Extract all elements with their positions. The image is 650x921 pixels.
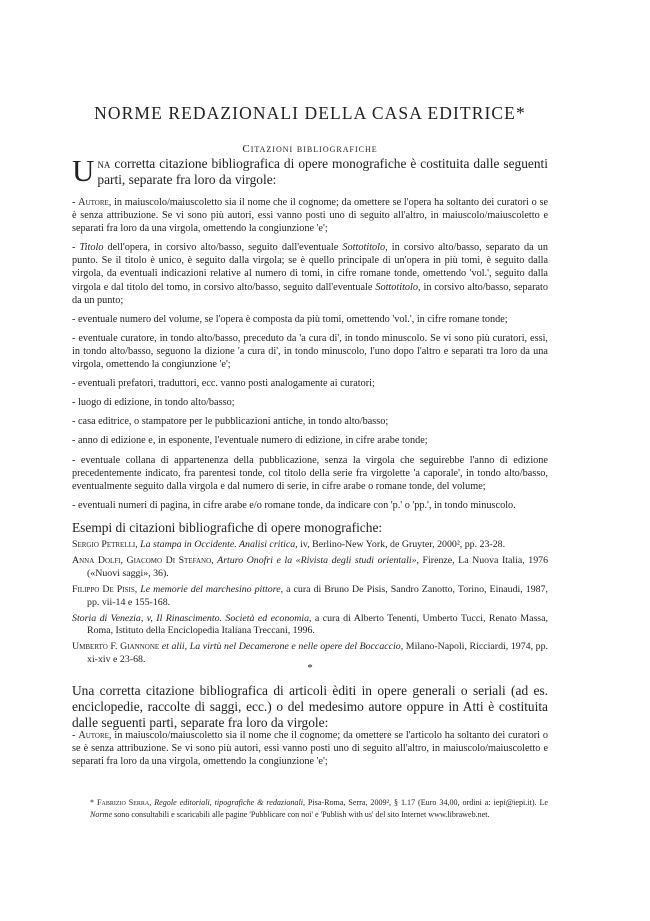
footnote-tail: sono consultabili e scaricabili alle pagine 'Pubblicare con noi' e 'Publish with us' del sito Internet www.libraweb.net.: [112, 810, 490, 819]
list-item: - anno di edizione e, in esponente, l'eventuale numero di edizione, in cifre arabe tonde;: [72, 435, 428, 447]
list-item-em: Sottotitolo: [375, 281, 419, 293]
intro-text: corretta citazione bibliografica di opere monografiche è costituita dalle seguenti parti, separate fra loro da virgole:: [97, 156, 548, 187]
examples-heading: Esempi di citazioni bibliografiche di opere monografiche:: [72, 520, 383, 535]
reference-entry: Filippo De Pisis, Le memorie del marchesino pittore, a cura di Bruno De Pisis, Sandro Zanotto, Torino, Einaudi, 1987, pp. vii-14 e 155-168.: [72, 583, 548, 608]
list-item-text: , in corsivo alto/basso, separato da un punto;: [72, 281, 549, 306]
reference-entry: Sergio Petrelli, La stampa in Occidente. Analisi critica, iv, Berlino-New York, de Gruyter, 2000², pp. 23-28.: [72, 539, 506, 550]
ref-rest: , Firenze, La Nuova Italia, 1976 («Nuovi saggi», 36).: [87, 554, 549, 579]
ref-title: Storia di Venezia, v, Il Rinascimento. Società ed economia: [72, 612, 310, 624]
list-item-lead: Autore: [78, 197, 109, 208]
list-item: - Autore, in maiuscolo/maiuscoletto sia il nome che il cognome; da omettere se l'articolo ha soltanto dei curatori o se è senza attribuzione. Se vi sono più autori, essi vanno posti uno di seguito all'altro, in maiuscolo/maiuscoletto e separati fra loro da una virgola, omettendo la congiunzione 'e';: [72, 730, 548, 768]
list-item: - eventuali prefatori, traduttori, ecc. vanno posti analogamente ai curatori;: [72, 378, 375, 390]
list-item-em: Sottotitolo: [342, 242, 386, 254]
ref-author: Filippo De Pisis: [72, 583, 135, 595]
list-item-text: , in maiuscolo/maiuscoletto sia il nome che il cognome; da omettere se l'articolo ha soltanto dei curatori o se è senza attribuzione. Se vi sono più autori, essi vanno posti uno di seguito all'altro, in maiuscolo/maiuscoletto e separati fra loro da una virgola, omettendo la congiunzione 'e';: [72, 730, 548, 768]
footnote-rest: , Pisa-Roma, Serra, 2009², § 1.17 (Euro 34,00, ordini a: iepi@iepi.it). Le: [302, 798, 549, 807]
list-item: - eventuale curatore, in tondo alto/basso, preceduto da 'a cura di', in tondo minuscolo. Se vi sono più curatori, essi, in tondo alto/basso, seguono la dizione 'a cura di', in tondo minuscolo, l'uno dopo l'altro e separati tra loro da una virgola, omettendo la congiunzione 'e';: [72, 332, 548, 371]
ref-title: et alii, La virtù nel Decamerone e nelle opere del Boccaccio: [159, 641, 401, 653]
footnote-marker: *: [90, 798, 95, 807]
article-parts-list: [72, 729, 548, 768]
intro-paragraph: [72, 153, 548, 188]
section-separator: *: [307, 662, 313, 674]
ref-rest: , a cura di Alberto Tenenti, Umberto Tucci, Renato Massa, Roma, Istituto della Enciclopedia Italiana Treccani, 1996.: [87, 612, 548, 637]
ref-author: Anna Dolfi, Giacomo Di Stefano: [72, 554, 212, 566]
list-item: - eventuali numeri di pagina, in cifre arabe e/o romane tonde, da indicare con 'p.' o 'pp.', in tondo minuscolo.: [72, 499, 516, 511]
list-item: - casa editrice, o stampatore per le pubblicazioni antiche, in tondo alto/basso;: [72, 416, 389, 428]
list-item: - Titolo dell'opera, in corsivo alto/basso, seguito dall'eventuale Sottotitolo, in corsivo alto/basso, separato da un punto. Se il titolo è unico, è seguito dalla virgola; se è quello principale di un'opera in più tomi, è seguito dalla virgola, da eventuali indicazioni relative al numero di tomi, in cifre romane tonde, omettendo 'vol.', seguito dalla virgola e dal titolo del tomo, in corsivo alto/basso, seguito dall'eventuale Sottotitolo, in corsivo alto/basso, separato da un punto;: [72, 242, 549, 306]
list-item: - Autore, in maiuscolo/maiuscoletto sia il nome che il cognome; da omettere se l'opera ha soltanto dei curatori o se è senza attribuzione. Se vi sono più autori, essi vanno posti uno di seguito all'altro, in maiuscolo/maiuscoletto e separati fra loro da una virgola, omettendo la congiunzione 'e';: [72, 197, 549, 235]
list-item: - luogo di edizione, in tondo alto/basso;: [72, 397, 235, 409]
examples-list: [72, 539, 548, 670]
section-heading: Citazioni bibliografiche: [242, 143, 378, 155]
monograph-parts-list: [72, 196, 548, 518]
footnote: * Fabrizio Serra, Regole editoriali, tipografiche & redazionali, Pisa-Roma, Serra, 2009², § 1.17 (Euro 34,00, ordini a: iepi@iepi.it). Le Norme sono consultabili e scaricabili alle pagine 'Pubblicare con noi' e 'Publish with us' del sito Internet www.libraweb.net.: [90, 798, 549, 819]
list-item-text: , in maiuscolo/maiuscoletto sia il nome che il cognome; da omettere se l'opera ha soltanto dei curatori o se è senza attribuzione. Se vi sono più autori, essi vanno posti uno di seguito all'altro, in maiuscolo/maiuscoletto e separati fra loro da una virgola, omettendo la congiunzione 'e';: [72, 197, 549, 235]
ref-title: Le memorie del marchesino pittore: [140, 583, 281, 595]
ref-author: Sergio Petrelli: [72, 539, 136, 550]
ref-rest: , a cura di Bruno De Pisis, Sandro Zanotto, Torino, Einaudi, 1987, pp. vii-14 e 155-168.: [87, 583, 548, 608]
list-item-text: , in corsivo alto/basso, separato da un punto. Se il titolo è unico, è seguito dalla virgola; se è quello principale di un'opera in più tomi, è seguito dalla virgola, da eventuali indicazioni relative al numero di tomi, in cifre romane tonde, omettendo 'vol.', seguito dalla virgola e dal titolo del tomo, in corsivo alto/basso, seguito dall'eventuale: [72, 242, 549, 293]
articles-intro: Una corretta citazione bibliografica di articoli èditi in opere generali o seriali (ad es. enciclopedie, raccolte di saggi, ecc.) o del medesimo autore oppure in Atti è costituita dalle seguenti parti, separate fra loro da virgole:: [72, 683, 548, 730]
ref-title: Arturo Onofri e la «Rivista degli studi orientali»: [217, 554, 417, 566]
footnote-author: Fabrizio Serra: [96, 798, 150, 807]
list-item-lead: Titolo: [79, 242, 104, 254]
list-item: - eventuale collana di appartenenza della pubblicazione, senza la virgola che seguirebbe l'anno di edizione precedentemente indicato, fra parentesi tonde, col titolo della serie fra virgolette 'a caporale', in tondo alto/basso, eventualmente seguito dalla virgola e dal numero di serie, in cifre arabe o romane tonde, del volume;: [72, 454, 548, 492]
ref-rest: , iv, Berlino-New York, de Gruyter, 2000², pp. 23-28.: [295, 539, 506, 550]
page-title: NORME REDAZIONALI DELLA CASA EDITRICE*: [94, 103, 526, 123]
list-item-text: dell'opera, in corsivo alto/basso, seguito dall'eventuale: [103, 242, 343, 254]
ref-author: Umberto F. Giannone: [72, 641, 160, 653]
footnote-em: Norme: [90, 810, 113, 819]
reference-entry: Anna Dolfi, Giacomo Di Stefano, Arturo Onofri e la «Rivista degli studi orientali», Firenze, La Nuova Italia, 1976 («Nuovi saggi», 36).: [72, 554, 549, 579]
drop-cap: U: [72, 153, 95, 188]
ref-rest: , Milano-Napoli, Ricciardi, 1974, pp. xi-xiv e 23-68.: [87, 641, 549, 666]
reference-entry: [72, 613, 548, 639]
footnote-title: Regole editoriali, tipografiche & redazionali: [154, 798, 303, 807]
list-item: - eventuale numero del volume, se l'opera è composta da più tomi, omettendo 'vol.', in cifre romane tonde;: [72, 313, 508, 325]
list-item-lead: Autore: [78, 730, 109, 741]
intro-first-word-rest: na: [97, 156, 111, 171]
ref-title: La stampa in Occidente. Analisi critica: [140, 539, 296, 550]
